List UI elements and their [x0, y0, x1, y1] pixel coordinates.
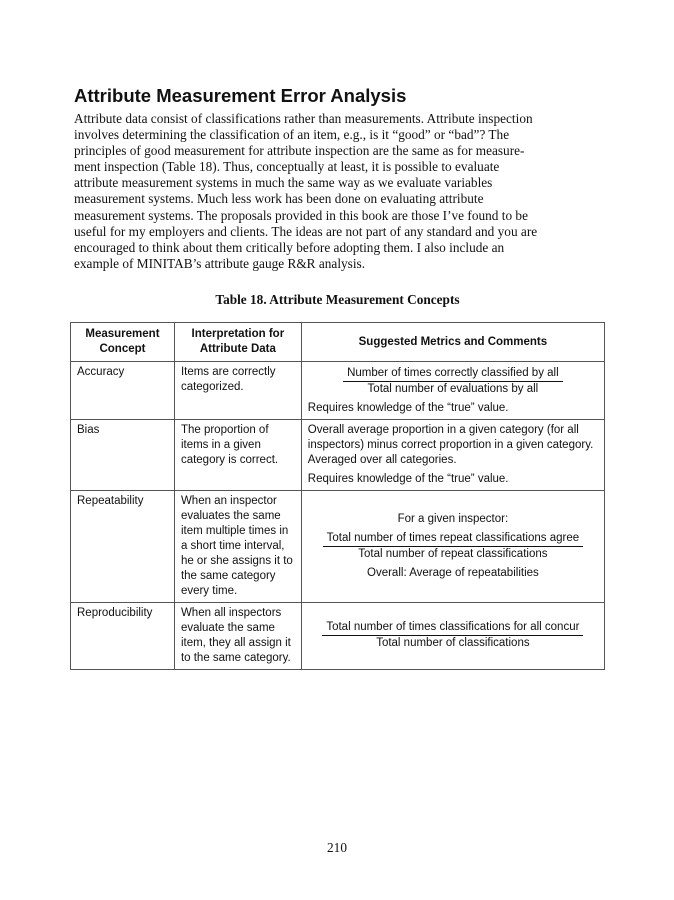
header-concept — [71, 323, 175, 362]
metrics-cell — [301, 603, 604, 670]
header-interpretation — [174, 323, 301, 362]
header-concept-line: Measurement — [85, 328, 160, 340]
metric-fraction — [308, 531, 598, 562]
table-row-accuracy — [71, 362, 605, 420]
interpretation-cell: Items are correctly categorized. — [174, 362, 301, 420]
metric-intro: For a given inspector: — [397, 513, 509, 525]
fraction-numerator: Total number of times classifications for all concur — [322, 620, 583, 636]
concept-cell: Reproducibility — [71, 603, 175, 670]
concept-cell: Repeatability — [71, 491, 175, 603]
paragraph-line: ment inspection (Table 18). Thus, conceptually at least, it is possible to evaluate — [74, 159, 500, 175]
header-interpretation-line: Interpretation for — [191, 328, 285, 340]
metric-note: Overall: Average of repeatabilities — [367, 567, 539, 579]
table-row-repeatability — [71, 491, 605, 603]
fraction-denominator: Total number of evaluations by all — [367, 383, 539, 395]
metrics-cell — [301, 420, 604, 491]
metrics-cell — [301, 491, 604, 603]
interpretation-cell: When all inspectors evaluate the same item, they all assign it to the same category. — [174, 603, 301, 670]
fraction-denominator: Total number of repeat classifications — [358, 548, 548, 560]
paragraph-line: measurement systems. Much less work has been done on evaluating attribute — [74, 191, 484, 207]
table-caption: Table 18. Attribute Measurement Concepts — [215, 292, 460, 307]
paragraph-line: example of MINITAB’s attribute gauge R&R analysis. — [74, 255, 366, 271]
header-concept-line: Concept — [99, 343, 146, 355]
interpretation-cell: When an inspector evaluates the same item multiple times in a short time interval, he or she assigns it to the same category every time. — [174, 491, 301, 603]
paragraph-line: principles of good measurement for attribute inspection are the same as for measure- — [74, 143, 525, 159]
interpretation-cell: The proportion of items in a given category is correct. — [174, 420, 301, 491]
header-interpretation-line: Attribute Data — [199, 343, 276, 355]
paragraph-line: Attribute data consist of classifications rather than measurements. Attribute inspection — [74, 111, 533, 126]
concept-cell: Bias — [71, 420, 175, 491]
attribute-concepts-table — [70, 322, 605, 670]
fraction-numerator: Number of times correctly classified by all — [343, 366, 563, 382]
metric-fraction — [308, 620, 598, 651]
paragraph-line: measurement systems. The proposals provided in this book are those I’ve found to be — [74, 207, 528, 223]
paragraph-line: involves determining the classification of an item, e.g., is it “good” or “bad”? The — [74, 127, 510, 143]
table-row-reproducibility — [71, 603, 605, 670]
table-header-row — [71, 323, 605, 362]
header-metrics: Suggested Metrics and Comments — [301, 323, 604, 362]
metric-fraction — [308, 366, 598, 397]
metric-text: Overall average proportion in a given category (for all inspectors) minus correct proportion in a given category. Averaged over all categories. — [307, 424, 594, 466]
intro-paragraph — [74, 111, 604, 272]
metric-note: Requires knowledge of the “true” value. — [307, 473, 509, 485]
metrics-cell — [301, 362, 604, 420]
paragraph-line: useful for my employers and clients. The ideas are not part of any standard and you are — [74, 223, 538, 239]
fraction-denominator: Total number of classifications — [376, 637, 530, 649]
concept-cell: Accuracy — [71, 362, 175, 420]
page-number: 210 — [327, 840, 347, 855]
paragraph-line: attribute measurement systems in much the same way as we evaluate variables — [74, 175, 493, 191]
section-heading: Attribute Measurement Error Analysis — [74, 85, 407, 106]
paragraph-line: encouraged to think about them critically before adopting them. I also include an — [74, 239, 505, 255]
metric-note: Requires knowledge of the “true” value. — [307, 402, 509, 414]
table-row-bias — [71, 420, 605, 491]
fraction-numerator: Total number of times repeat classifications agree — [323, 531, 583, 547]
